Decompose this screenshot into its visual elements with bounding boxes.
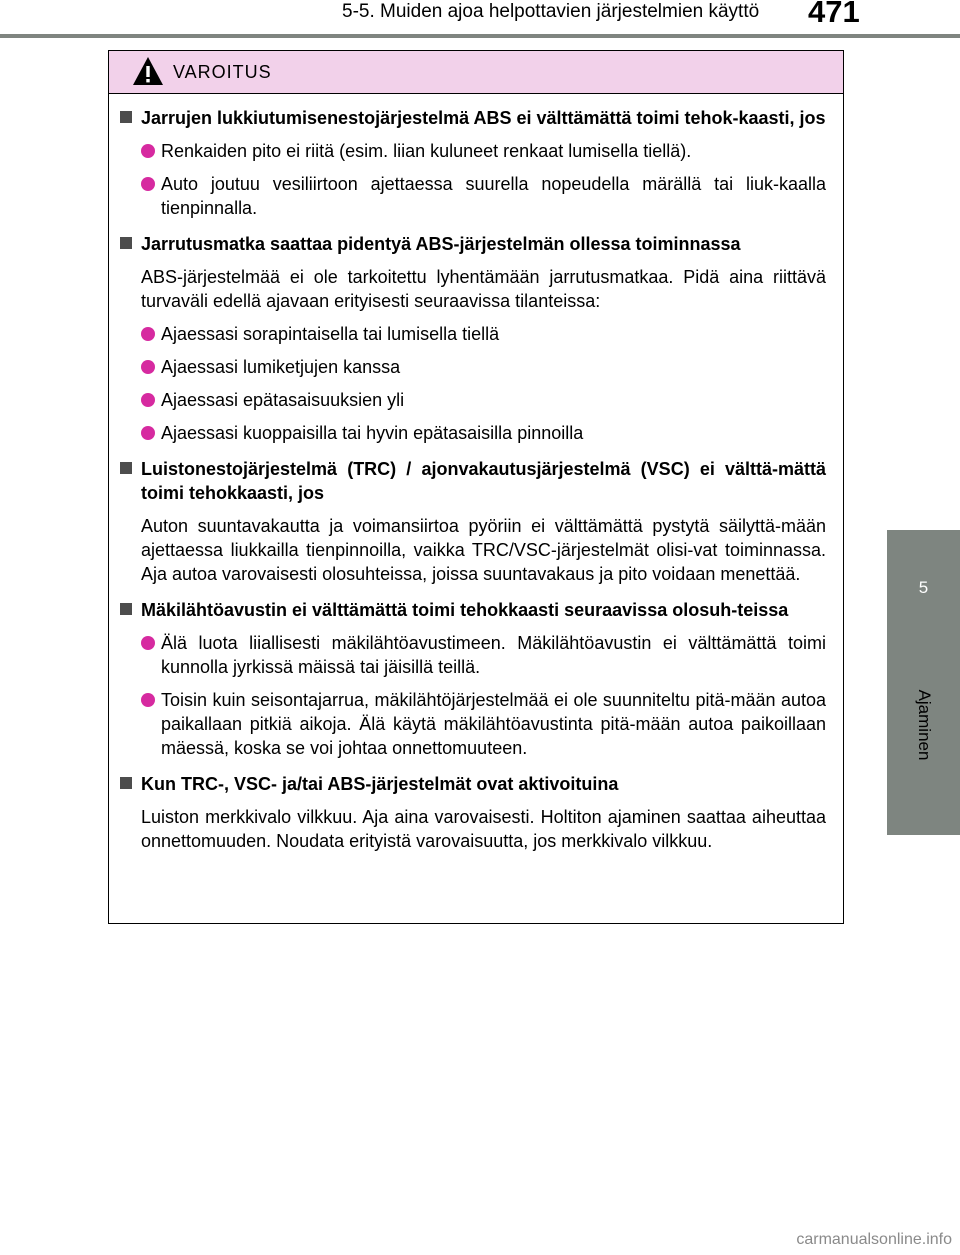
circle-bullet-icon — [141, 360, 155, 374]
list-item-text: Ajaessasi kuoppaisilla tai hyvin epätasaisilla pinnoilla — [161, 423, 584, 443]
circle-bullet-icon — [141, 144, 155, 158]
list-item — [117, 421, 826, 445]
list-item — [117, 688, 826, 760]
section-heading — [117, 106, 826, 130]
list-item-text: Renkaiden pito ei riitä (esim. liian kuluneet renkaat lumisella tiellä). — [161, 141, 692, 161]
watermark: carmanualsonline.info — [796, 1231, 952, 1248]
list-item-text: Älä luota liiallisesti mäkilähtöavustimeen. Mäkilähtöavustin ei välttämättä toimi kunnolla jyrkissä mäissä tai jäisillä teillä. — [161, 633, 826, 677]
list-item-text: Ajaessasi epätasaisuuksien yli — [161, 390, 405, 410]
square-bullet-icon — [120, 237, 132, 249]
circle-bullet-icon — [141, 327, 155, 341]
warning-label: VAROITUS — [173, 62, 272, 82]
chapter-number: 5 — [918, 578, 929, 597]
circle-bullet-icon — [141, 393, 155, 407]
square-bullet-icon — [120, 111, 132, 123]
page-number: 471 — [808, 0, 860, 29]
header-divider — [0, 34, 960, 38]
section-paragraph: ABS-järjestelmää ei ole tarkoitettu lyhentämään jarrutusmatkaa. Pidä aina riittävä turvaväli edellä ajavaan erityisesti seuraavissa tilanteissa: — [141, 267, 826, 311]
square-bullet-icon — [120, 603, 132, 615]
section-heading-text: Kun TRC-, VSC- ja/tai ABS-järjestelmät ovat aktivoituina — [141, 774, 619, 794]
warning-box — [108, 50, 844, 924]
circle-bullet-icon — [141, 636, 155, 650]
section-paragraph: Luiston merkkivalo vilkkuu. Aja aina varovaisesti. Holtiton ajaminen saattaa aiheuttaa onnettomuuden. Noudata erityistä varovaisuutta, jos merkkivalo vilkkuu. — [141, 807, 826, 851]
list-item-text: Ajaessasi lumiketjujen kanssa — [161, 357, 401, 377]
section-heading — [117, 457, 826, 505]
warning-body — [109, 94, 843, 853]
section-heading — [117, 598, 826, 622]
list-item-text: Toisin kuin seisontajarrua, mäkilähtöjärjestelmää ei ole suunniteltu pitä-mään autoa paikallaan pitkiä aikoja. Älä käytä mäkilähtöavustinta pitä-mään autoa paikoillaan mäessä, koska se voi johtaa onnettomuuteen. — [161, 690, 826, 758]
section-heading-text: Luistonestojärjestelmä (TRC) / ajonvakautusjärjestelmä (VSC) ei välttä-mättä toimi tehokkaasti, jos — [141, 459, 826, 503]
section-heading — [117, 232, 826, 256]
list-item — [117, 139, 826, 163]
list-item — [117, 322, 826, 346]
list-item — [117, 631, 826, 679]
section-heading-text: Mäkilähtöavustin ei välttämättä toimi tehokkaasti seuraavissa olosuh-teissa — [141, 600, 789, 620]
chapter-label: Ajaminen — [914, 689, 934, 761]
header-title: 5-5. Muiden ajoa helpottavien järjestelmien käyttö — [342, 1, 760, 22]
warning-header — [109, 51, 843, 94]
section-heading-text: Jarrujen lukkiutumisenestojärjestelmä ABS ei välttämättä toimi tehok-kaasti, jos — [141, 108, 826, 128]
square-bullet-icon — [120, 777, 132, 789]
circle-bullet-icon — [141, 426, 155, 440]
circle-bullet-icon — [141, 693, 155, 707]
list-item — [117, 172, 826, 220]
section-paragraph: Auton suuntavakautta ja voimansiirtoa pyöriin ei välttämättä pystytä säilyttä-mään ajettaessa liukkailla tienpinnoilla, vaikka TRC/VSC-järjestelmät olisi-vat toiminnassa. Aja autoa varovaisesti olosuhteissa, joissa suuntavakaus ja pito voidaan menettää. — [141, 516, 826, 584]
section-heading — [117, 772, 826, 796]
warning-triangle-icon — [131, 55, 165, 87]
list-item-text: Auto joutuu vesiliirtoon ajettaessa suurella nopeudella märällä tai liuk-kaalla tienpinnalla. — [161, 174, 826, 218]
list-item — [117, 388, 826, 412]
list-item-text: Ajaessasi sorapintaisella tai lumisella tiellä — [161, 324, 500, 344]
chapter-side-tab — [887, 530, 960, 835]
circle-bullet-icon — [141, 177, 155, 191]
list-item — [117, 355, 826, 379]
section-heading-text: Jarrutusmatka saattaa pidentyä ABS-järjestelmän ollessa toiminnassa — [141, 234, 741, 254]
square-bullet-icon — [120, 462, 132, 474]
